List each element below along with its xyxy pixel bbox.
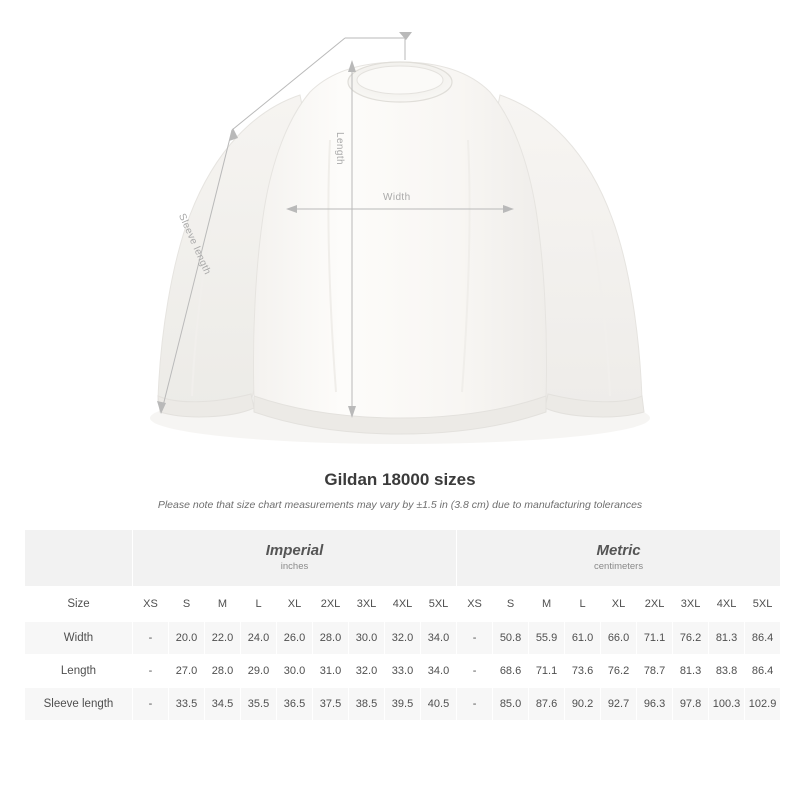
- cell-width-metric-2xl: 71.1: [637, 622, 673, 655]
- cell-length-imperial-xs: -: [133, 655, 169, 688]
- cell-width-metric-xs: -: [457, 622, 493, 655]
- cell-width-metric-5xl: 86.4: [745, 622, 781, 655]
- cell-length-imperial-s: 27.0: [169, 655, 205, 688]
- cell-sleeve-length-metric-xs: -: [457, 688, 493, 721]
- size-header-metric-m: M: [529, 587, 565, 622]
- table-row: [25, 622, 781, 655]
- size-header-metric-l: L: [565, 587, 601, 622]
- cell-length-metric-2xl: 78.7: [637, 655, 673, 688]
- size-header-imperial-m: M: [205, 587, 241, 622]
- cell-length-imperial-3xl: 32.0: [349, 655, 385, 688]
- cell-length-imperial-l: 29.0: [241, 655, 277, 688]
- size-header-metric-2xl: 2XL: [637, 587, 673, 622]
- metric-title: Metric: [596, 542, 641, 559]
- cell-width-imperial-xl: 26.0: [277, 622, 313, 655]
- cell-sleeve-length-metric-s: 85.0: [493, 688, 529, 721]
- width-dimension-label: Width: [383, 192, 411, 203]
- cell-sleeve-length-metric-l: 90.2: [565, 688, 601, 721]
- length-dimension-label: Length: [334, 132, 345, 165]
- cell-width-imperial-3xl: 30.0: [349, 622, 385, 655]
- page-title: Gildan 18000 sizes: [324, 470, 476, 489]
- size-header-metric-4xl: 4XL: [709, 587, 745, 622]
- cell-width-metric-l: 61.0: [565, 622, 601, 655]
- cell-length-imperial-xl: 30.0: [277, 655, 313, 688]
- cell-width-metric-3xl: 76.2: [673, 622, 709, 655]
- cell-sleeve-length-metric-4xl: 100.3: [709, 688, 745, 721]
- size-header-imperial-5xl: 5XL: [421, 587, 457, 622]
- cell-sleeve-length-metric-5xl: 102.9: [745, 688, 781, 721]
- cell-sleeve-length-imperial-s: 33.5: [169, 688, 205, 721]
- row-label: Width: [25, 622, 133, 655]
- metric-header: [457, 530, 781, 587]
- cell-sleeve-length-imperial-2xl: 37.5: [313, 688, 349, 721]
- cell-length-imperial-5xl: 34.0: [421, 655, 457, 688]
- size-header-imperial-4xl: 4XL: [385, 587, 421, 622]
- cell-length-metric-m: 71.1: [529, 655, 565, 688]
- cell-sleeve-length-imperial-l: 35.5: [241, 688, 277, 721]
- size-header-imperial-s: S: [169, 587, 205, 622]
- table-row: [25, 688, 781, 721]
- cell-sleeve-length-imperial-3xl: 38.5: [349, 688, 385, 721]
- row-label: Length: [25, 655, 133, 688]
- table-unit-header-row: [25, 530, 781, 587]
- cell-sleeve-length-imperial-4xl: 39.5: [385, 688, 421, 721]
- cell-length-metric-3xl: 81.3: [673, 655, 709, 688]
- size-header-metric-s: S: [493, 587, 529, 622]
- cell-sleeve-length-imperial-m: 34.5: [205, 688, 241, 721]
- cell-length-metric-xs: -: [457, 655, 493, 688]
- size-column-header: Size: [25, 587, 133, 622]
- cell-length-metric-5xl: 86.4: [745, 655, 781, 688]
- size-header-imperial-2xl: 2XL: [313, 587, 349, 622]
- cell-sleeve-length-metric-xl: 92.7: [601, 688, 637, 721]
- cell-length-metric-l: 73.6: [565, 655, 601, 688]
- cell-sleeve-length-imperial-xs: -: [133, 688, 169, 721]
- size-chart-container: [24, 529, 776, 721]
- table-row: [25, 655, 781, 688]
- cell-width-metric-4xl: 81.3: [709, 622, 745, 655]
- cell-sleeve-length-metric-2xl: 96.3: [637, 688, 673, 721]
- cell-sleeve-length-imperial-xl: 36.5: [277, 688, 313, 721]
- imperial-header: [133, 530, 457, 587]
- cell-width-metric-m: 55.9: [529, 622, 565, 655]
- size-header-imperial-3xl: 3XL: [349, 587, 385, 622]
- sleeve-length-dimension-label: Sleeve length: [175, 212, 213, 277]
- metric-subtitle: centimeters: [594, 561, 644, 572]
- cell-length-metric-4xl: 83.8: [709, 655, 745, 688]
- cell-width-imperial-4xl: 32.0: [385, 622, 421, 655]
- size-header-imperial-xs: XS: [133, 587, 169, 622]
- unit-header-corner: [25, 530, 133, 587]
- size-header-metric-3xl: 3XL: [673, 587, 709, 622]
- cell-length-metric-s: 68.6: [493, 655, 529, 688]
- cell-sleeve-length-metric-3xl: 97.8: [673, 688, 709, 721]
- table-size-header-row: [25, 587, 781, 622]
- cell-width-metric-s: 50.8: [493, 622, 529, 655]
- cell-width-imperial-xs: -: [133, 622, 169, 655]
- cell-width-metric-xl: 66.0: [601, 622, 637, 655]
- cell-width-imperial-s: 20.0: [169, 622, 205, 655]
- row-label: Sleeve length: [25, 688, 133, 721]
- imperial-subtitle: inches: [280, 561, 309, 572]
- cell-width-imperial-5xl: 34.0: [421, 622, 457, 655]
- cell-width-imperial-m: 22.0: [205, 622, 241, 655]
- cell-length-imperial-m: 28.0: [205, 655, 241, 688]
- cell-length-imperial-2xl: 31.0: [313, 655, 349, 688]
- size-header-imperial-xl: XL: [277, 587, 313, 622]
- cell-sleeve-length-metric-m: 87.6: [529, 688, 565, 721]
- tolerance-note: Please note that size chart measurements may vary by ±1.5 in (3.8 cm) due to manufacturing tolerances: [157, 499, 643, 511]
- cell-length-metric-xl: 76.2: [601, 655, 637, 688]
- cell-width-imperial-2xl: 28.0: [313, 622, 349, 655]
- cell-sleeve-length-imperial-5xl: 40.5: [421, 688, 457, 721]
- size-header-metric-xl: XL: [601, 587, 637, 622]
- cell-width-imperial-l: 24.0: [241, 622, 277, 655]
- size-header-imperial-l: L: [241, 587, 277, 622]
- imperial-title: Imperial: [265, 542, 324, 559]
- size-header-metric-5xl: 5XL: [745, 587, 781, 622]
- cell-length-imperial-4xl: 33.0: [385, 655, 421, 688]
- size-header-metric-xs: XS: [457, 587, 493, 622]
- size-chart-table: [24, 529, 781, 721]
